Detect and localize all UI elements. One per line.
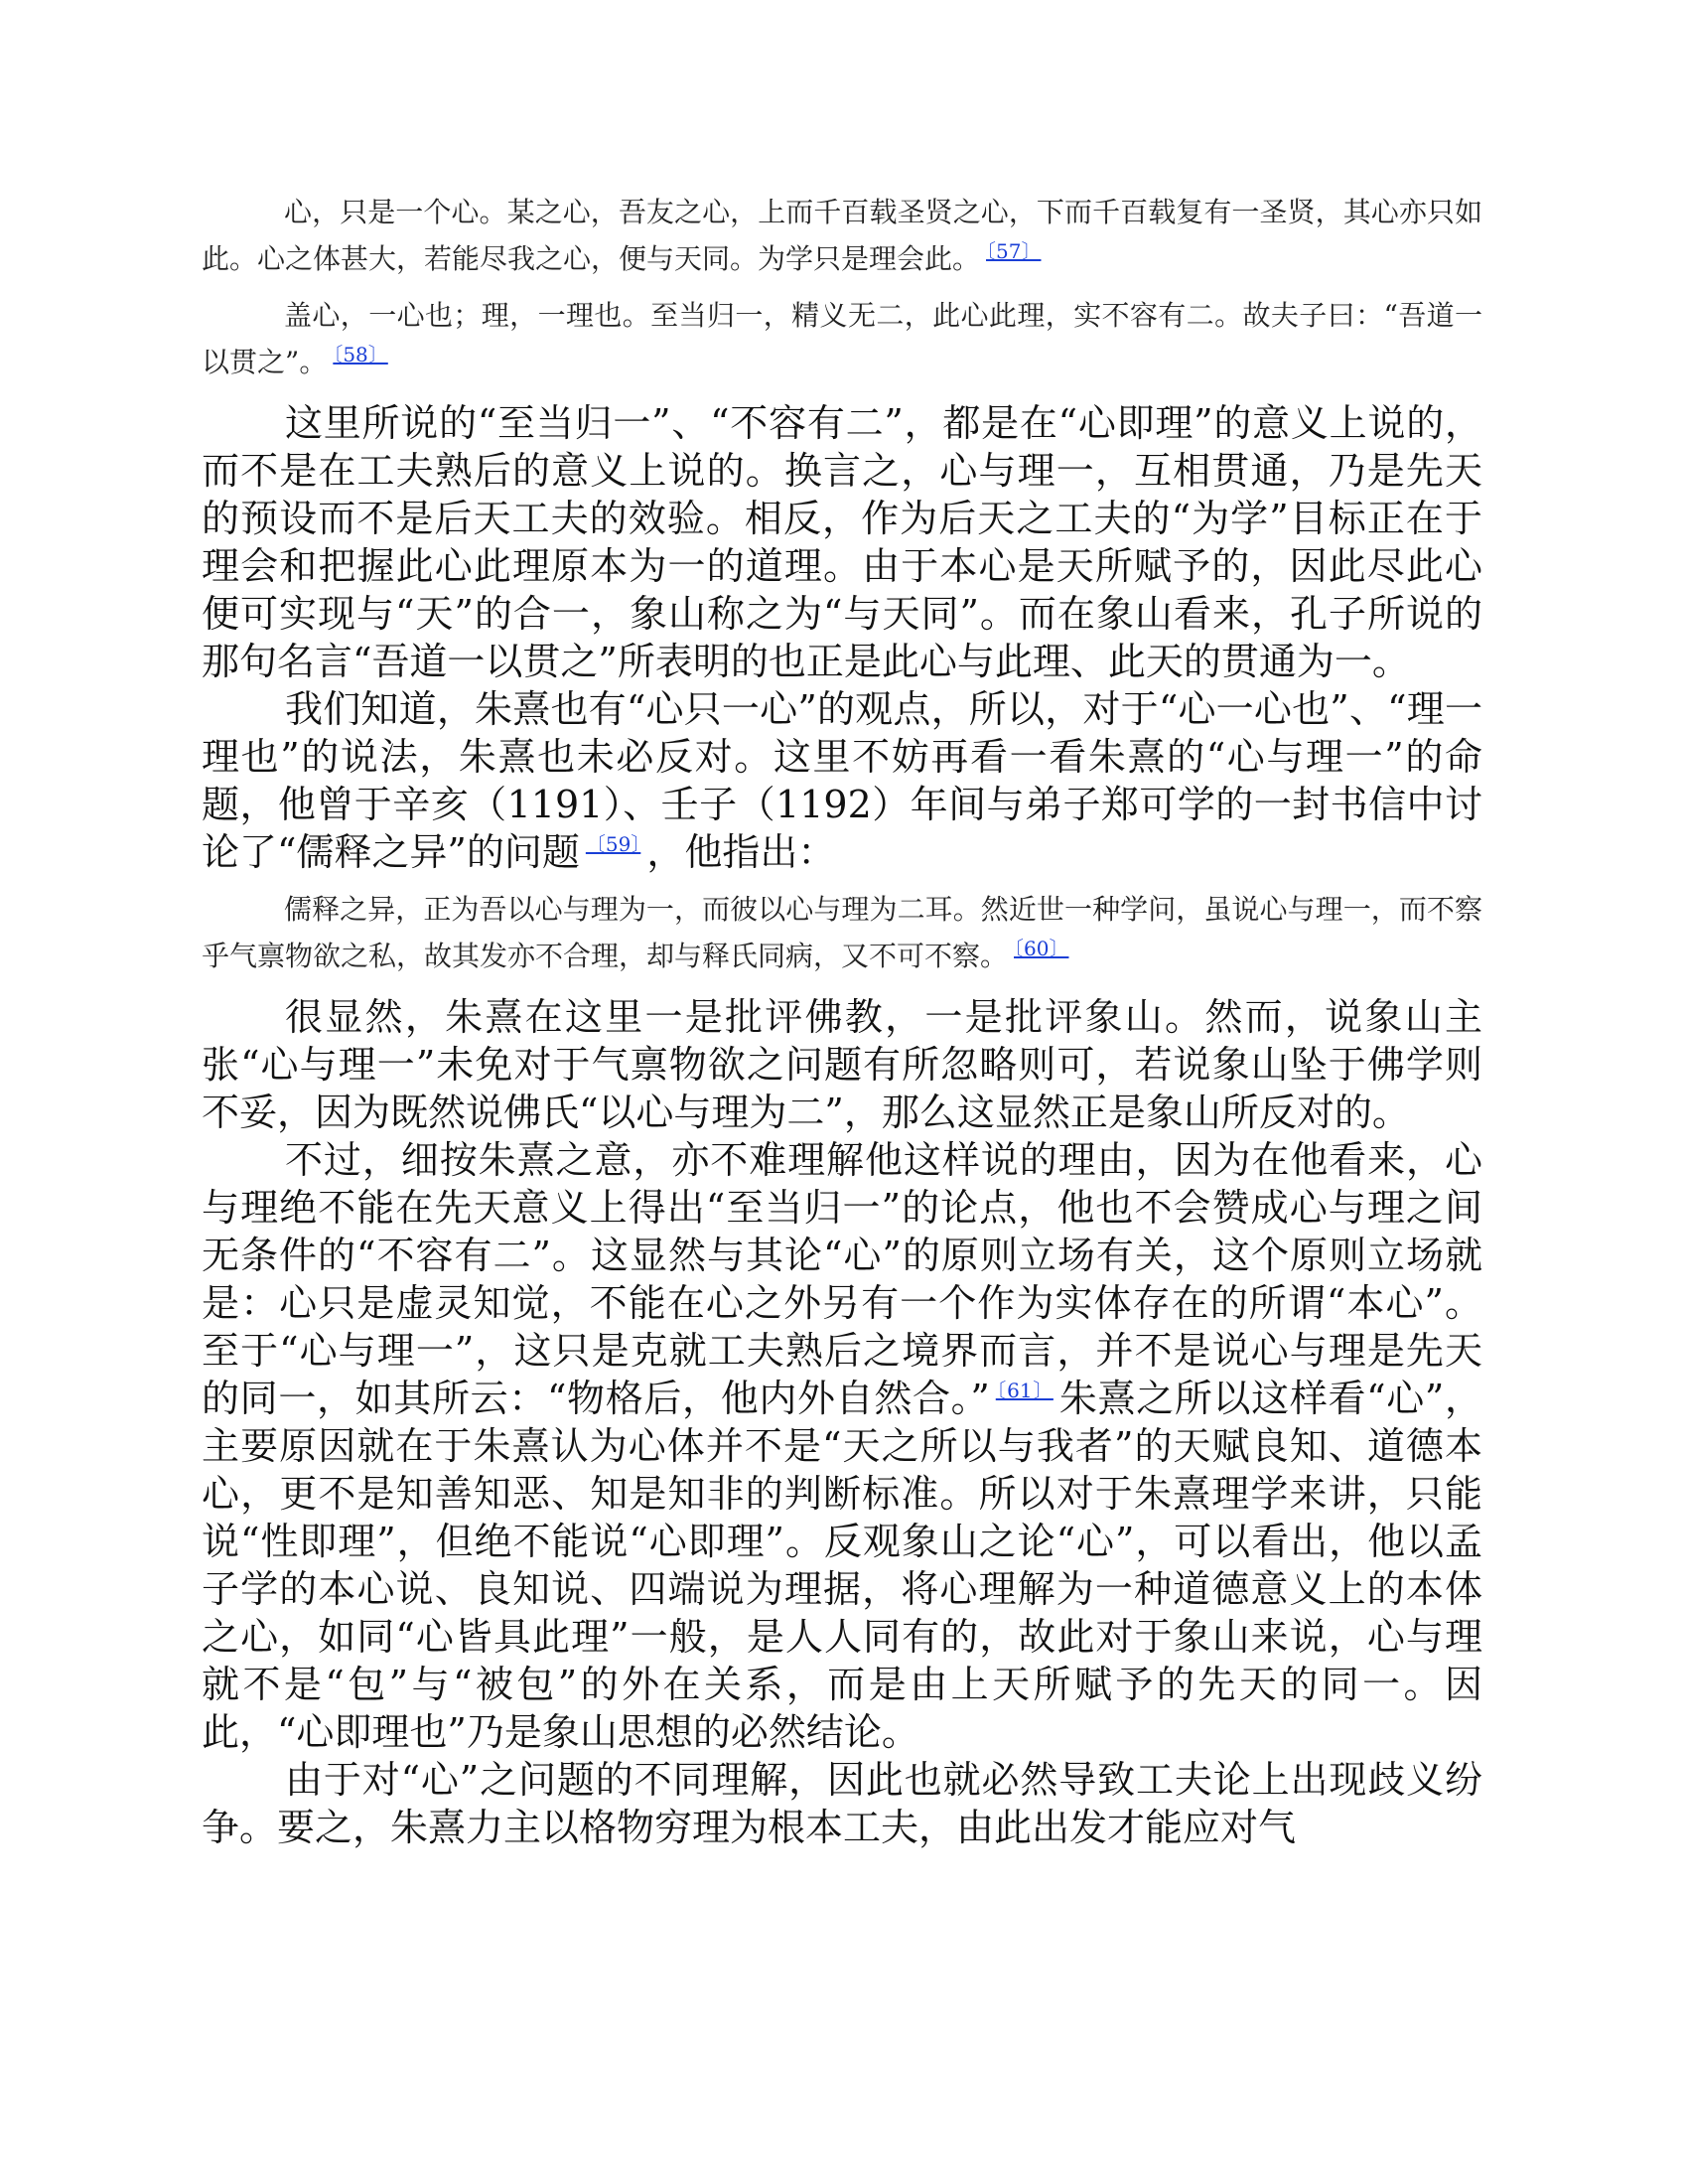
quote-text: 心，只是一个心。某之心，吾友之心，上而千百载圣贤之心，下而千百载复有一圣贤，其心亦只如此。心之体甚大，若能尽我之心，便与天同。为学只是理会此。: [202, 196, 1482, 275]
body-paragraph: [202, 685, 1482, 876]
footnote-link[interactable]: 〔57〕: [986, 238, 1042, 263]
footnote-link[interactable]: 〔61〕: [995, 1379, 1054, 1403]
quote-text: 盖心，一心也；理，一理也。至当归一，精义无二，此心此理，实不容有二。故夫子曰：“吾道一以贯之”。: [202, 299, 1482, 378]
body-text: 我们知道，朱熹也有“心只一心”的观点，所以，对于“心一心也”、“理一理也”的说法，朱熹也未必反对。这里不妨再看一看朱熹的“心与理一”的命题，他曾于辛亥（1191）、壬子（1192）年间与弟子郑可学的一封书信中讨论了“儒释之异”的问题: [202, 687, 1482, 874]
body-text: ，他指出：: [646, 830, 836, 874]
body-text: 不过，细按朱熹之意，亦不难理解他这样说的理由，因为在他看来，心与理绝不能在先天意义上得出“至当归一”的论点，他也不会赞成心与理之间无条件的“不容有二”。这显然与其论“心”的原则立场有关，这个原则立场就是：心只是虚灵知觉，不能在心之外另有一个作为实体存在的所谓“本心”。至于“心与理一”，这只是克就工夫熟后之境界而言，并不是说心与理是先天的同一，如其所云：“物格后，他内外自然合。”: [202, 1138, 1482, 1420]
quote-paragraph: [202, 189, 1482, 282]
quote-paragraph: [202, 886, 1482, 979]
body-text: 朱熹之所以这样看“心”，主要原因就在于朱熹认为心体并不是“天之所以与我者”的天赋良知、道德本心，更不是知善知恶、知是知非的判断标准。所以对于朱熹理学来讲，只能说“性即理”，但绝不能说“心即理”。反观象山之论“心”，可以看出，他以孟子学的本心说、良知说、四端说为理据，将心理解为一种道德意义上的本体之心，如同“心皆具此理”一般，是人人同有的，故此对于象山来说，心与理就不是“包”与“被包”的外在关系，而是由上天所赋予的先天的同一。因此，“心即理也”乃是象山思想的必然结论。: [202, 1377, 1483, 1754]
document-page: [202, 189, 1482, 1851]
body-paragraph: [202, 993, 1482, 1136]
body-paragraph: [202, 1136, 1482, 1756]
quote-paragraph: [202, 292, 1482, 385]
body-text: 由于对“心”之问题的不同理解，因此也就必然导致工夫论上出现歧义纷争。要之，朱熹力主以格物穷理为根本工夫，由此出发才能应对气: [202, 1758, 1482, 1849]
footnote-link[interactable]: 〔60〕: [1014, 936, 1069, 960]
body-text: 这里所说的“至当归一”、“不容有二”，都是在“心即理”的意义上说的，而不是在工夫熟后的意义上说的。换言之，心与理一，互相贯通，乃是先天的预设而不是后天工夫的效验。相反，作为后天之工夫的“为学”目标正在于理会和把握此心此理原本为一的道理。由于本心是天所赋予的，因此尽此心便可实现与“天”的合一，象山称之为“与天同”。而在象山看来，孔子所说的那句名言“吾道一以贯之”所表明的也正是此心与此理、此天的贯通为一。: [202, 401, 1482, 683]
body-paragraph: [202, 1756, 1482, 1851]
quote-text: 儒释之异，正为吾以心与理为一，而彼以心与理为二耳。然近世一种学问，虽说心与理一，而不察乎气禀物欲之私，故其发亦不合理，却与释氏同病，又不可不察。: [202, 893, 1482, 972]
body-paragraph: [202, 399, 1482, 685]
body-text: 很显然，朱熹在这里一是批评佛教，一是批评象山。然而，说象山主张“心与理一”未免对于气禀物欲之问题有所忽略则可，若说象山坠于佛学则不妥，因为既然说佛氏“以心与理为二”，那么这显然正是象山所反对的。: [202, 995, 1482, 1134]
footnote-link[interactable]: 〔58〕: [333, 342, 388, 366]
footnote-link[interactable]: 〔59〕: [585, 832, 641, 857]
